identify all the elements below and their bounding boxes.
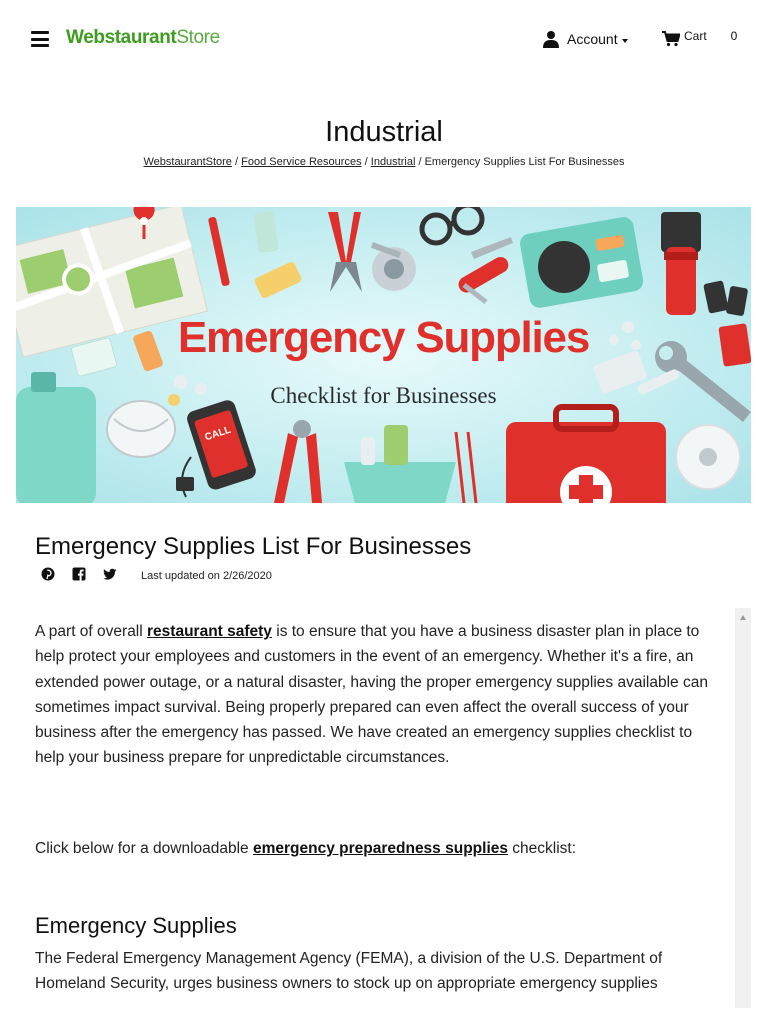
first-aid-kit-icon [506, 407, 666, 503]
logo-text-primary: Webstaurant [66, 27, 177, 48]
charger-icon [176, 477, 194, 491]
breadcrumb-separator: / [235, 156, 239, 168]
section-heading: Emergency Supplies [35, 913, 237, 938]
cart-count-badge: 0 [730, 29, 738, 43]
glasses-icon [422, 207, 482, 243]
radio-icon [518, 215, 644, 309]
phone-screen-text: CALL [203, 424, 233, 444]
emergency-preparedness-supplies-link[interactable]: emergency preparedness supplies [252, 840, 508, 857]
account-menu-button[interactable] [542, 30, 628, 48]
pinterest-icon[interactable] [41, 567, 55, 581]
fema-paragraph: The Federal Emergency Management Agency (FEMA), a division of the U.S. Department of Homeland Security, urges business owners to stock up on appropriate emergency supplies [35, 950, 663, 993]
breadcrumb-link-home[interactable]: WebstaurantStore [143, 156, 232, 168]
banner-subheadline: Checklist for Businesses [270, 383, 497, 408]
download-text-end: checklist: [508, 840, 577, 857]
shopping-cart-icon [662, 31, 680, 47]
top-navigation-bar [0, 0, 768, 80]
flashlight-icon [661, 212, 701, 315]
bandage-icon [253, 261, 302, 300]
download-paragraph [35, 836, 725, 861]
toiletry-bag-icon [344, 425, 456, 503]
breadcrumb-link-resources[interactable]: Food Service Resources [241, 156, 362, 168]
download-text-start: Click below for a downloadable [35, 840, 253, 857]
intro-text-start: A part of overall [35, 623, 148, 640]
intro-text-end: is to ensure that you have a business disaster plan in place to help protect your employees and customers in the event of an emergency. Whether it's a fire, an extended power outage, or a natural disaster, having the proper emergency supplies available can sometimes impact survival. Being properly prepared can even affect the overall success of your business after the emergency has passed. We have created an emergency supplies checklist to help your business prepare for unpredictable circumstances. [35, 623, 708, 767]
toilet-paper-icon [676, 425, 740, 489]
site-logo[interactable] [66, 27, 220, 49]
breadcrumb-link-industrial[interactable]: Industrial [370, 156, 416, 168]
share-icons [41, 567, 134, 581]
logo-text-secondary: Store [176, 27, 220, 48]
thermometer-icon [208, 216, 230, 286]
dust-mask-icon [107, 401, 175, 457]
phone-icon [185, 398, 258, 491]
breadcrumb-current: Emergency Supplies List For Businesses [424, 156, 625, 168]
user-icon [542, 30, 560, 48]
twitter-icon[interactable] [103, 567, 117, 581]
hero-banner-image [16, 207, 751, 503]
breadcrumb [0, 156, 768, 168]
banner-headline: Emergency Supplies [177, 313, 590, 362]
last-updated-text: Last updated on 2/26/2020 [141, 570, 272, 582]
battery-icon [703, 280, 729, 314]
facebook-icon[interactable] [72, 567, 86, 581]
content-scrollbar[interactable] [735, 608, 751, 1008]
account-label: Account [567, 31, 618, 47]
cart-label: Cart [684, 29, 707, 43]
cart-button[interactable] [662, 31, 737, 47]
article-title: Emergency Supplies List For Businesses [35, 533, 472, 560]
page-title: Industrial [325, 116, 443, 148]
pliers-icon [328, 212, 362, 292]
breadcrumb-separator: / [364, 156, 368, 168]
wire-cutter-icon [274, 420, 322, 503]
intro-paragraph [35, 619, 725, 771]
breadcrumb-separator: / [418, 156, 422, 168]
multitool-icon [456, 237, 513, 302]
scroll-up-arrow-icon[interactable] [740, 615, 746, 620]
hamburger-menu-icon[interactable] [31, 31, 49, 47]
restaurant-safety-link[interactable]: restaurant safety [147, 623, 272, 640]
chevron-down-icon [622, 39, 628, 43]
